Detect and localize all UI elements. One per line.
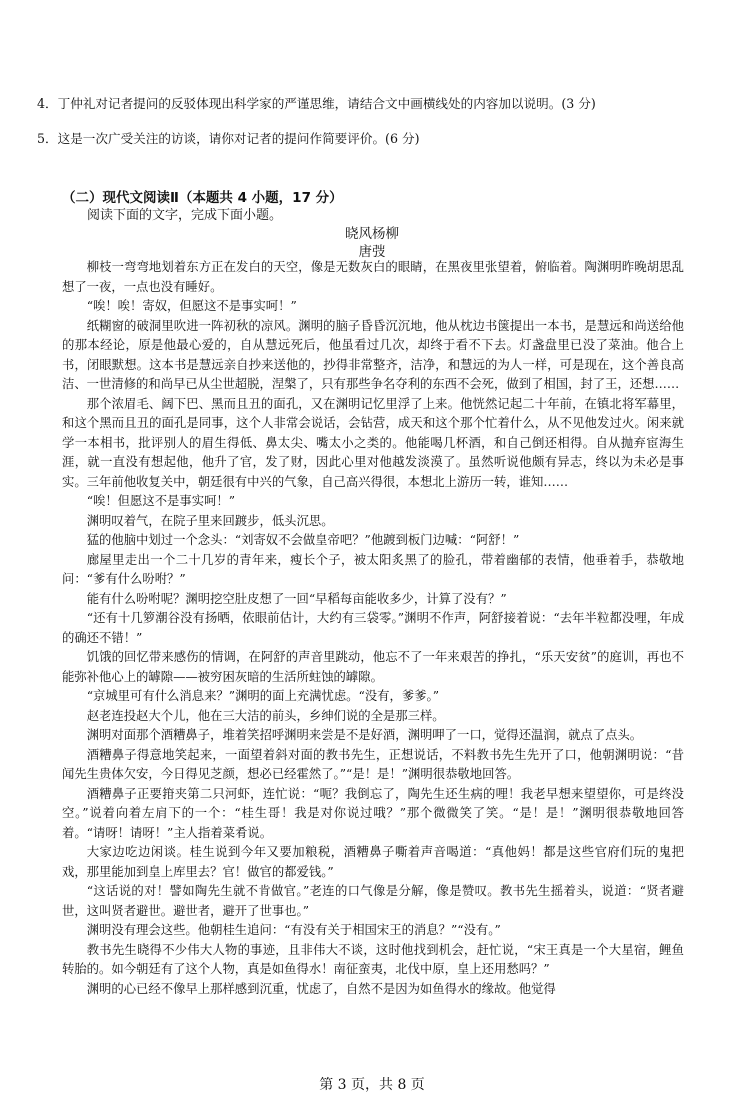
article-paragraph: 柳枝一弯弯地划着东方正在发白的天空，像是无数灰白的眼睛，在黑夜里张望着，俯临着。陶渊明昨晚胡思乱想了一夜，一点也没有睡好。 [62,260,684,294]
article-paragraph: 饥饿的回忆带来感伤的情调，在阿舒的声音里跳动，他忘不了一年来艰苦的挣扎，“乐天安贫”的庭训，再也不能弥补他心上的罅隙——被穷困灰暗的生活所蛀蚀的罅隙。 [62,650,684,684]
question-5: 5．这是一次广受关注的访谈，请你对记者的提问作简要评价。(6 分) [37,131,420,146]
article-paragraph: “还有十几箩潮谷没有扬晒，依眼前估计，大约有三袋零。”渊明不作声，阿舒接着说：“去年半粒都没哩，年成的确还不错！” [62,611,684,645]
article-paragraph: 渊明没有理会这些。他朝桂生追问：“有没有关于相国宋王的消息？”“没有。” [86,923,501,937]
article-paragraph: 渊明叹着气，在院子里来回踱步，低头沉思。 [86,513,334,528]
article-paragraph: 赵老连投赵大个儿，他在三大洁的前头，乡绅们说的全是那三样。 [86,708,445,723]
article-author: 唐弢 [358,244,386,260]
article-paragraph: “唉！唉！寄奴，但愿这不是事实呵！” [86,299,297,313]
article-title: 晓风杨柳 [345,226,399,242]
article-paragraph: 酒糟鼻子正要箝夹第二只河虾，连忙说：“呃？我倒忘了，陶先生还生病的哩！我老早想来望望你，可是终没空。”说着向着左肩下的一个：“桂生哥！我是对你说过哦？”那个微微笑了笑。“是！是！”渊明很恭敬地回答着。“请呀！请呀！”主人指着菜肴说。 [62,786,684,840]
article-paragraph: 酒糟鼻子得意地笑起来，一面望着斜对面的教书先生，正想说话，不料教书先生先开了口，他朝渊明说：“昔闻先生贵体欠安，今日得见芝颜，想必已经霍然了。”“是！是！”渊明很恭敬地回答。 [62,747,684,781]
article-paragraph: 渊明对面那个酒糟鼻子，堆着笑招呼渊明来尝是不是好酒，渊明呷了一口，觉得还温润，就点了点头。 [86,728,643,742]
article-paragraph: 猛的他脑中划过一个念头：“刘寄奴不会做皇帝吧？”他踱到板门边喊：“阿舒！” [86,533,520,547]
question-4: 4．丁仲礼对记者提问的反驳体现出科学家的严谨思维，请结合文中画横线处的内容加以说明。(3 分) [37,96,596,111]
article-paragraph: 廊屋里走出一个二十几岁的青年来，瘦长个子，被太阳炙黑了的脸孔，带着幽郁的表情，他垂着手，恭敬地问：“爹有什么吩咐？” [62,552,684,586]
article-paragraph: 纸糊窗的破洞里吹进一阵初秋的凉风。渊明的脑子昏昏沉沉地，他从枕边书箧提出一本书，是慧远和尚送给他的那本经论，原是他最心爱的，自从慧远死后，他虽看过几次，却终于看不下去。灯盏盘里已没了菜油。他合上书，闭眼默想。这本书是慧远亲自抄来送他的，抄得非常整齐，洁净，和慧远的为人一样，可是现在，这个善良高洁、一世清修的和尚早已从尘世超脱，涅槃了，只有那些争名夺利的东西不会死，做到了相国，封了王，还想…… [62,318,684,391]
article-paragraph: 大家边吃边闲谈。桂生说到今年又要加粮税，酒糟鼻子嘶着声音喝道：“真他妈！都是这些官府们玩的鬼把戏，那里能加到皇上库里去？官！做官的都爱钱。” [62,845,684,879]
article-paragraph: “唉！但愿这不是事实呵！” [86,494,236,508]
page-footer: 第 3 页，共 8 页 [319,1077,425,1093]
section-instruction: 阅读下面的文字，完成下面小题。 [87,208,283,223]
section-heading: （二）现代文阅读Ⅱ（本题共 4 小题，17 分） [62,190,343,206]
article-paragraph: 那个浓眉毛、阔下巴、黑而且丑的面孔，又在渊明记忆里浮了上来。他恍然记起二十年前，在镇北将军幕里，和这个黑而且丑的面孔是同事，这个人非常会说话，会钻营，成天和这个那个忙着什么，从不见他发过火。闲来就学一本相书，批评别人的眉生得低、鼻太尖、嘴太小之类的。他能喝几杯酒，和自己倒还相得。自从抛弃宦海生涯，就一直没有想起他，他升了官，发了财，因此心里对他越发淡漠了。虽然听说他颇有异志，终以为未必是事实。三年前他收复关中，朝廷很有中兴的气象，自己高兴得很，本想北上游历一转，谁知…… [62,396,684,489]
article-paragraph: 能有什么吩咐呢？渊明挖空肚皮想了一回“早稻每亩能收多少，计算了没有？” [86,591,507,606]
article-paragraph: “京城里可有什么消息来？”渊明的面上充满忧虑。“没有，爹爹。” [86,689,440,703]
article-paragraph: “这话说的对！譬如陶先生就不肯做官。”老连的口气像是分解，像是赞叹。教书先生摇着头，说道：“贤者避世，这叫贤者避世。避世者，避开了世事也。” [62,884,684,918]
article-paragraph: 渊明的心已经不像早上那样感到沉重，忧虑了，自然不是因为如鱼得水的缘故。他觉得 [86,981,556,996]
article-body [62,258,684,999]
article-paragraph: 教书先生晓得不少伟大人物的事迹，且非伟大不谈，这时他找到机会，赶忙说，“宋王真是一个大星宿，鲤鱼转胎的。如今朝廷有了这个人物，真是如鱼得水！南征蛮夷，北伐中原，皇上还用愁吗？” [62,942,684,976]
